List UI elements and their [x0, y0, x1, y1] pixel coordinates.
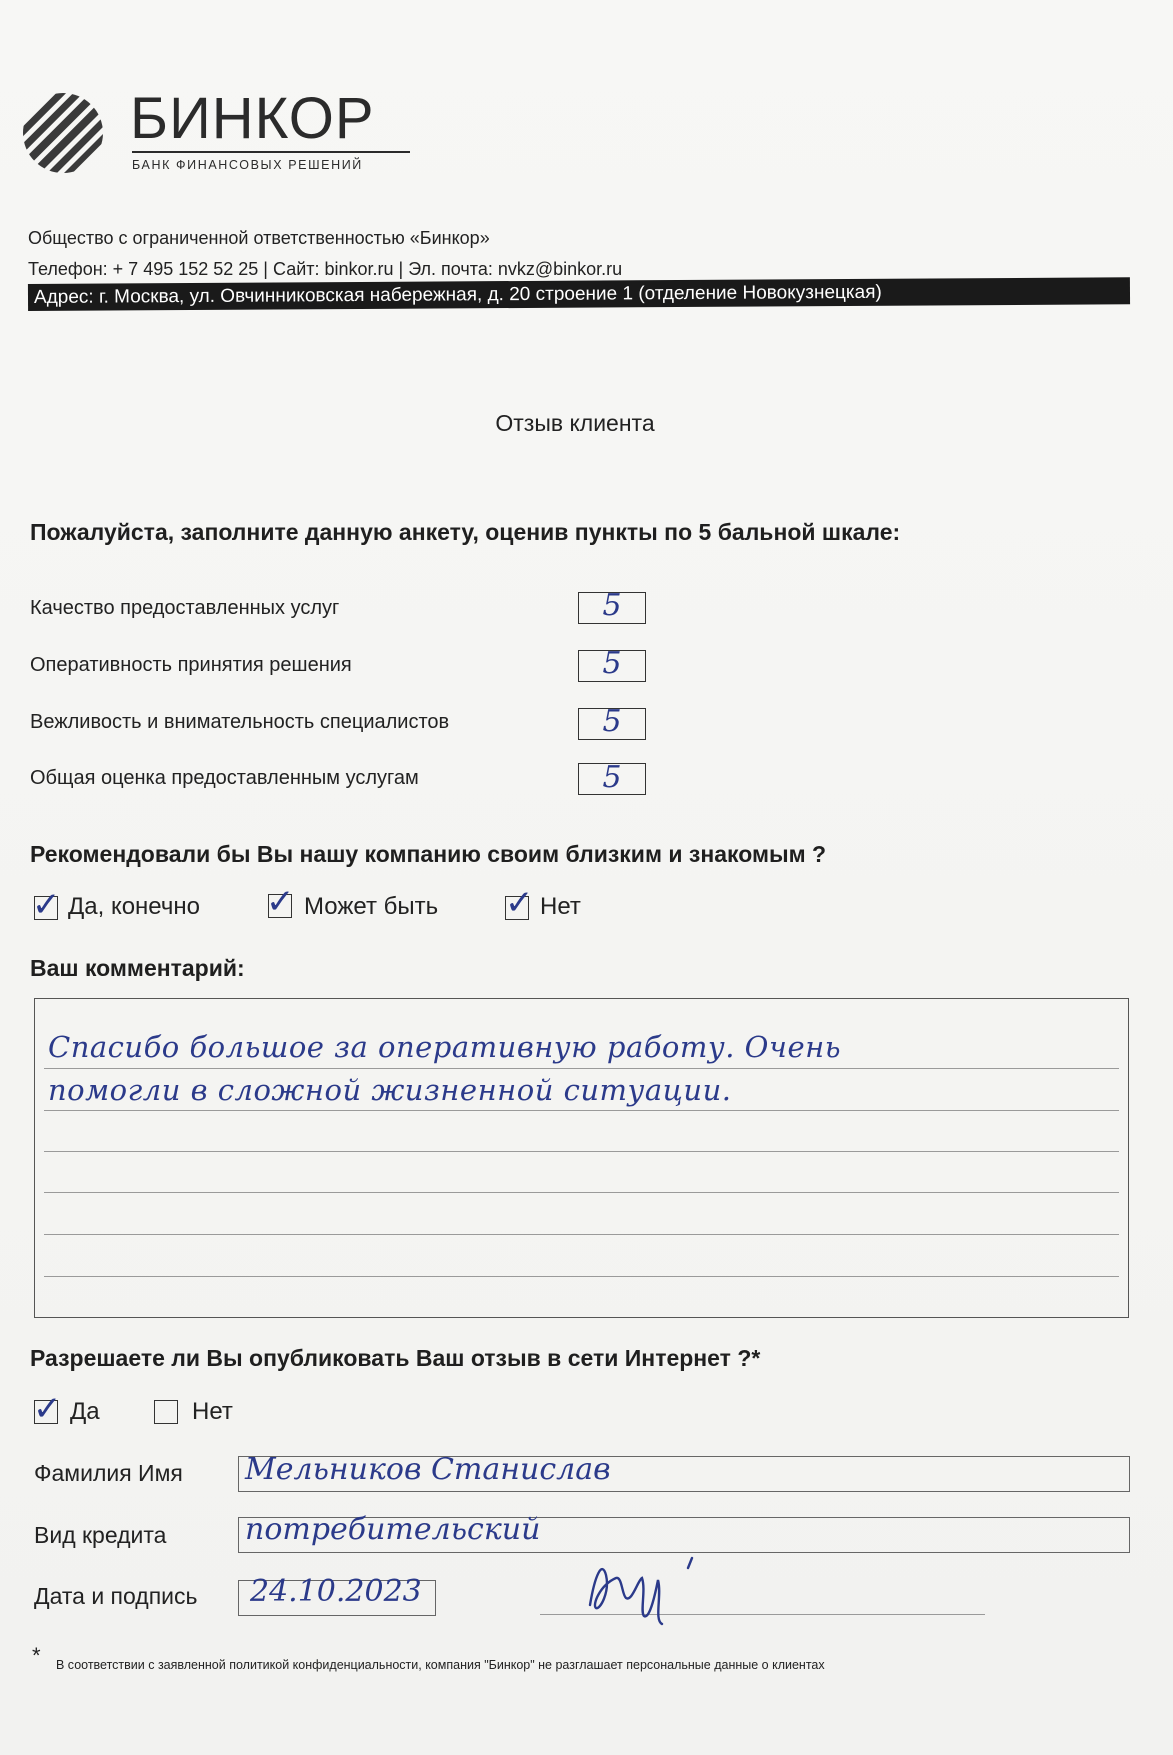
comment-rule [44, 1151, 1119, 1152]
date-value: 24.10.2023 [250, 1574, 422, 1609]
comment-label: Ваш комментарий: [30, 955, 245, 981]
check-mark-icon: ✓ [32, 885, 61, 925]
recommend-yes-label: Да, конечно [68, 893, 200, 920]
footnote-mark: * [32, 1643, 41, 1668]
recommend-maybe-label: Может быть [304, 893, 439, 920]
date-signature-label: Дата и подпись [34, 1583, 198, 1609]
rating-label-politeness: Вежливость и внимательность специалистов [30, 711, 450, 733]
brand-name: БИНКОР [130, 86, 375, 151]
comment-rule [44, 1068, 1119, 1069]
check-mark-icon: ✓ [266, 882, 295, 922]
check-mark-icon: ✓ [33, 1389, 62, 1429]
publish-no-checkbox[interactable] [154, 1400, 178, 1424]
rating-value-quality: 5 [602, 588, 622, 623]
publish-question: Разрешаете ли Вы опубликовать Ваш отзыв в сети Интернет ?* [30, 1345, 761, 1371]
comment-text-line: помогли в сложной жизненной ситуации. [48, 1073, 732, 1107]
credit-type-value: потребительский [245, 1512, 541, 1547]
brand-tagline: БАНК ФИНАНСОВЫХ РЕШЕНИЙ [132, 158, 363, 172]
company-name: Общество с ограниченной ответственностью «Бинкор» [28, 228, 490, 248]
recommend-no-label: Нет [540, 893, 581, 920]
rating-label-overall: Общая оценка предоставленным услугам [30, 767, 419, 789]
comment-text-line: Спасибо большое за оперативную работу. Очень [48, 1030, 842, 1064]
comment-rule [44, 1110, 1119, 1111]
brand-divider [132, 151, 410, 153]
publish-yes-label: Да [70, 1398, 100, 1425]
comment-rule [44, 1192, 1119, 1193]
binkor-logo-icon [22, 92, 104, 174]
publish-no-label: Нет [192, 1398, 233, 1425]
rating-label-speed: Оперативность принятия решения [30, 654, 352, 676]
rating-value-politeness: 5 [602, 704, 622, 739]
rating-value-speed: 5 [602, 646, 622, 681]
comment-rule [44, 1276, 1119, 1277]
rating-instruction: Пожалуйста, заполните данную анкету, оценив пункты по 5 бальной шкале: [30, 519, 901, 545]
check-mark-icon: ✓ [505, 883, 534, 923]
rating-label-quality: Качество предоставленных услуг [30, 597, 340, 619]
comment-rule [44, 1234, 1119, 1235]
credit-type-label: Вид кредита [34, 1522, 167, 1548]
privacy-footnote: В соответствии с заявленной политикой конфиденциальности, компания "Бинкор" не разглашает персональные данные о клиентах [56, 1658, 825, 1672]
recommend-question: Рекомендовали бы Вы нашу компанию своим близким и знакомым ? [30, 841, 827, 867]
company-address: Адрес: г. Москва, ул. Овчинниковская набережная, д. 20 строение 1 (отделение Новокузнецкая) [33, 281, 882, 308]
handwritten-signature-icon [570, 1550, 740, 1630]
company-contacts: Телефон: + 7 495 152 52 25 | Сайт: binkor.ru | Эл. почта: nvkz@binkor.ru [28, 259, 623, 279]
name-label: Фамилия Имя [34, 1460, 183, 1486]
name-value: Мельников Станислав [245, 1452, 611, 1487]
form-title: Отзыв клиента [495, 410, 655, 436]
rating-value-overall: 5 [602, 760, 622, 795]
